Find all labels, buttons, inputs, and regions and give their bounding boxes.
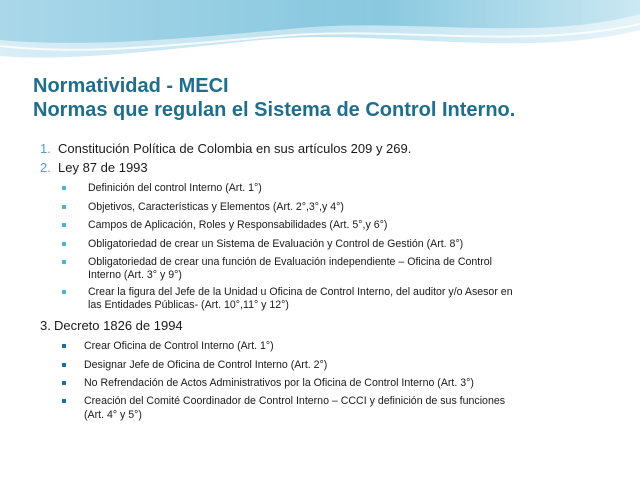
subitem-text-continued: Interno (Art. 3° y 9°) [88,269,182,281]
bullet-icon [62,186,66,190]
subitem-text: Definición del control Interno (Art. 1°) [88,182,262,194]
subitem-text: Campos de Aplicación, Roles y Responsabilidades (Art. 5°,y 6°) [88,219,388,231]
subitem-text: Crear Oficina de Control Interno (Art. 1°) [84,340,274,352]
subitem-text: Crear la figura del Jefe de la Unidad u Oficina de Control Interno, del auditor y/o Asesor en [88,286,513,298]
subitem-text: Obligatoriedad de crear una función de Evaluación independiente – Oficina de Control [88,256,493,268]
bullet-icon [62,205,66,209]
subitem-text: Obligatoriedad de crear un Sistema de Evaluación y Control de Gestión (Art. 8°) [88,238,464,250]
header-wave-decoration [0,0,640,70]
item-text: Ley 87 de 1993 [58,160,148,175]
item-number: 1. [40,141,51,156]
bullet-icon [62,399,66,403]
title-line-2: Normas que regulan el Sistema de Control Interno. [33,99,516,121]
item-text: Constitución Política de Colombia en sus artículos 209 y 269. [58,141,412,156]
bullet-icon [62,363,66,367]
item-number: 2. [40,160,51,175]
bullet-icon [62,260,66,264]
bullet-icon [62,242,66,246]
subitem-text-continued: (Art. 4° y 5°) [84,409,142,421]
item-number: 3. [40,318,51,333]
bullet-icon [62,381,66,385]
subitem-text-continued: las Entidades Públicas- (Art. 10°,11° y 12°) [88,299,289,311]
subitem-text: Objetivos, Características y Elementos (Art. 2°,3°,y 4°) [88,201,344,213]
subitem-text: Creación del Comité Coordinador de Control Interno – CCCI y definición de sus funciones [84,395,506,407]
bullet-icon [62,223,66,227]
slide-title [33,74,633,122]
subitem-text: No Refrendación de Actos Administrativos por la Oficina de Control Interno (Art. 3°) [84,377,474,389]
item-text: Decreto 1826 de 1994 [54,318,183,333]
subitem-text: Designar Jefe de Oficina de Control Interno (Art. 2°) [84,359,328,371]
title-line-1: Normatividad - MECI [33,75,229,97]
bullet-icon [62,290,66,294]
bullet-icon [62,344,66,348]
